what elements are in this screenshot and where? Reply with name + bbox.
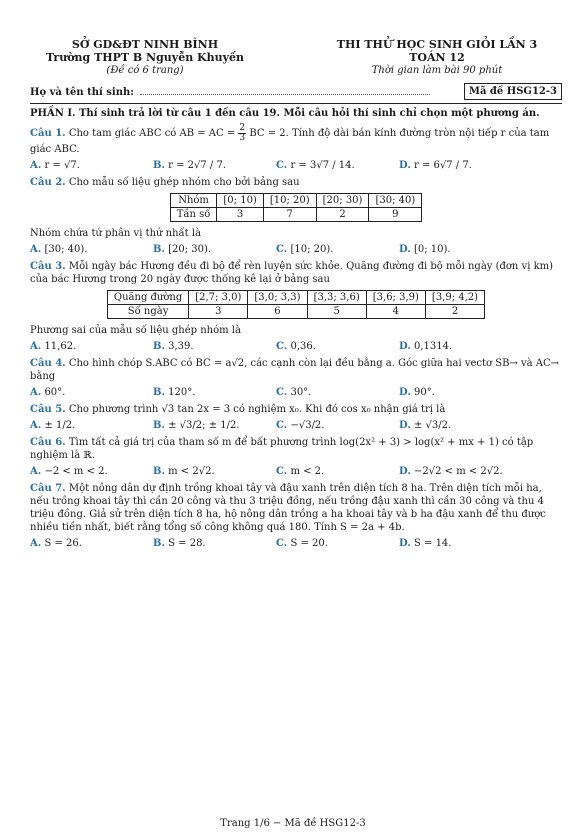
candidate-row — [30, 83, 562, 100]
question-text: Cho phương trình √3 tan 2x = 3 có nghiệm x₀. Khi đó cos x₀ nhận giá trị là — [68, 404, 446, 415]
table-cell: 4 — [366, 305, 425, 319]
question-label: Câu 7. — [30, 483, 66, 494]
table-cell: [0; 10) — [217, 194, 263, 208]
option-a: A. −2 < m < 2. — [30, 466, 108, 477]
option-d: D. 90°. — [399, 387, 435, 398]
option-d: D. r = 6√7 / 7. — [399, 160, 472, 171]
option-c: C. [10; 20). — [276, 244, 334, 255]
question-label: Câu 6. — [30, 437, 66, 448]
option-d: D. [0; 10). — [399, 244, 451, 255]
option-b: B. 3,39. — [153, 341, 194, 352]
options — [30, 340, 562, 353]
options — [30, 386, 562, 399]
option-a: A. ± 1/2. — [30, 420, 76, 431]
question-1 — [30, 124, 562, 172]
question-6 — [30, 436, 562, 478]
table-cell: 9 — [369, 208, 422, 222]
table-cell: [3,6; 3,9) — [366, 291, 425, 305]
row-header: Số ngày — [107, 305, 188, 319]
option-b: B. r = 2√7 / 7. — [153, 160, 227, 171]
table-cell: [3,3; 3,6) — [307, 291, 366, 305]
table-row — [170, 194, 422, 208]
option-d: D. ± √3/2. — [399, 420, 452, 431]
pages-note: (Đề có 6 trang) — [106, 65, 184, 76]
question-5 — [30, 403, 562, 432]
options — [30, 243, 562, 256]
option-c: C. m < 2. — [276, 466, 325, 477]
option-c: C. 0,36. — [276, 341, 316, 352]
data-table — [107, 290, 485, 319]
option-d: D. S = 14. — [399, 538, 452, 549]
question-label: Câu 5. — [30, 404, 66, 415]
fraction: $\frac{2}{3}$ — [239, 123, 246, 143]
question-4 — [30, 357, 562, 399]
exam-header — [30, 38, 562, 77]
table-cell: 7 — [263, 208, 316, 222]
option-c: C. r = 3√7 / 14. — [276, 160, 355, 171]
table-cell: 2 — [316, 208, 369, 222]
table-cell: [3,0; 3,3) — [248, 291, 307, 305]
option-b: B. [20; 30). — [153, 244, 212, 255]
option-a: A. 60°. — [30, 387, 66, 398]
question-2 — [30, 176, 562, 256]
header-left — [30, 38, 260, 77]
table-cell: 5 — [307, 305, 366, 319]
question-label: Câu 4. — [30, 358, 66, 369]
dept-name: SỞ GD&ĐT NINH BÌNH — [71, 38, 219, 51]
table-cell: 3 — [217, 208, 263, 222]
option-c: C. S = 20. — [276, 538, 328, 549]
question-7 — [30, 482, 562, 550]
question-text: Cho mẫu số liệu ghép nhóm cho bởi bảng sau — [68, 177, 300, 188]
question-text: Tìm tất cả giá trị của tham số m để bất phương trình log(2x² + 3) > log(x² + mx + 1) có tập nghiệm là ℝ. — [30, 437, 534, 461]
table-row — [107, 305, 484, 319]
row-header: Nhóm — [170, 194, 217, 208]
question-prompt: Phương sai của mẫu số liệu ghép nhóm là — [30, 325, 241, 336]
question-text: BC = 2. Tính độ dài bán kính đường tròn nội tiếp r của tam giác ABC. — [30, 128, 550, 155]
option-c: C. −√3/2. — [276, 420, 325, 431]
table-row — [107, 291, 484, 305]
header-right — [312, 38, 562, 77]
question-prompt: Nhóm chứa tứ phân vị thứ nhất là — [30, 228, 202, 239]
table-cell: 3 — [189, 305, 248, 319]
question-text: Mỗi ngày bác Hương đều đi bộ để rèn luyện sức khỏe. Quãng đường đi bộ mỗi ngày (đơn vị km) của bác Hương trong 20 ngày được thống kê lại ở bảng sau — [30, 261, 554, 285]
option-b: B. 120°. — [153, 387, 196, 398]
options — [30, 419, 562, 432]
question-text: Cho tam giác ABC có AB = AC = — [68, 128, 239, 139]
page-footer: Trang 1/6 − Mã đề HSG12-3 — [220, 818, 366, 829]
table-cell: [30; 40) — [369, 194, 422, 208]
name-field — [140, 85, 430, 95]
question-3 — [30, 260, 562, 353]
exam-time: Thời gian làm bài 90 phút — [371, 65, 503, 76]
option-b: B. ± √3/2; ± 1/2. — [153, 420, 240, 431]
question-label: Câu 2. — [30, 177, 66, 188]
question-text: Một nông dân dự định trồng khoai tây và đậu xanh trên diện tích 8 ha. Trên diện tích mỗi ha, nếu trồng khoai tây thì cần 20 công và thu 3 triệu đồng, nếu trồng đậu xanh thì cần 30 công và thu 4 triệu đồng. Giả sử trên diện tích 8 ha, hộ nông dân trồng a ha khoai tây và b ha đậu xanh để thu được nhiều tiền nhất, biết rằng tổng số công không quá 180. Tính S = 2a + 4b. — [30, 483, 546, 533]
option-d: D. −2√2 < m < 2√2. — [399, 466, 503, 477]
question-label: Câu 3. — [30, 261, 66, 272]
table-cell: [10; 20) — [263, 194, 316, 208]
table-cell: [2,7; 3,0) — [189, 291, 248, 305]
exam-title: THI THỬ HỌC SINH GIỎI LẦN 3 — [336, 38, 538, 51]
option-b: B. S = 28. — [153, 538, 206, 549]
table-cell: [3,9; 4,2) — [425, 291, 484, 305]
part-heading: PHẦN I. Thí sinh trả lời từ câu 1 đến câu 19. Mỗi câu hỏi thí sinh chỉ chọn một phương án. — [30, 108, 540, 119]
row-header: Tần số — [170, 208, 217, 222]
exam-page — [30, 38, 562, 550]
options — [30, 465, 562, 478]
options — [30, 537, 562, 550]
row-header: Quãng đường — [107, 291, 188, 305]
options — [30, 159, 562, 172]
option-a: A. [30; 40). — [30, 244, 88, 255]
exam-code: Mã đề HSG12-3 — [464, 83, 562, 100]
option-a: A. r = √7. — [30, 160, 80, 171]
table-row — [170, 208, 422, 222]
option-d: D. 0,1314. — [399, 341, 453, 352]
data-table — [170, 193, 423, 222]
table-cell: 6 — [248, 305, 307, 319]
table-cell: 2 — [425, 305, 484, 319]
table-cell: [20; 30) — [316, 194, 369, 208]
subject-name: TOÁN 12 — [409, 51, 465, 64]
option-b: B. m < 2√2. — [153, 466, 215, 477]
option-c: C. 30°. — [276, 387, 312, 398]
option-a: A. S = 26. — [30, 538, 82, 549]
question-label: Câu 1. — [30, 128, 66, 139]
school-name: Trường THPT B Nguyễn Khuyến — [46, 51, 244, 64]
option-a: A. 11,62. — [30, 341, 77, 352]
question-text: Cho hình chóp S.ABC có BC = a√2, các cạnh còn lại đều bằng a. Góc giữa hai vectơ SB→ và AC→ bằng — [30, 358, 560, 382]
name-label: Họ và tên thí sinh: — [30, 86, 134, 98]
header-divider — [30, 103, 562, 104]
